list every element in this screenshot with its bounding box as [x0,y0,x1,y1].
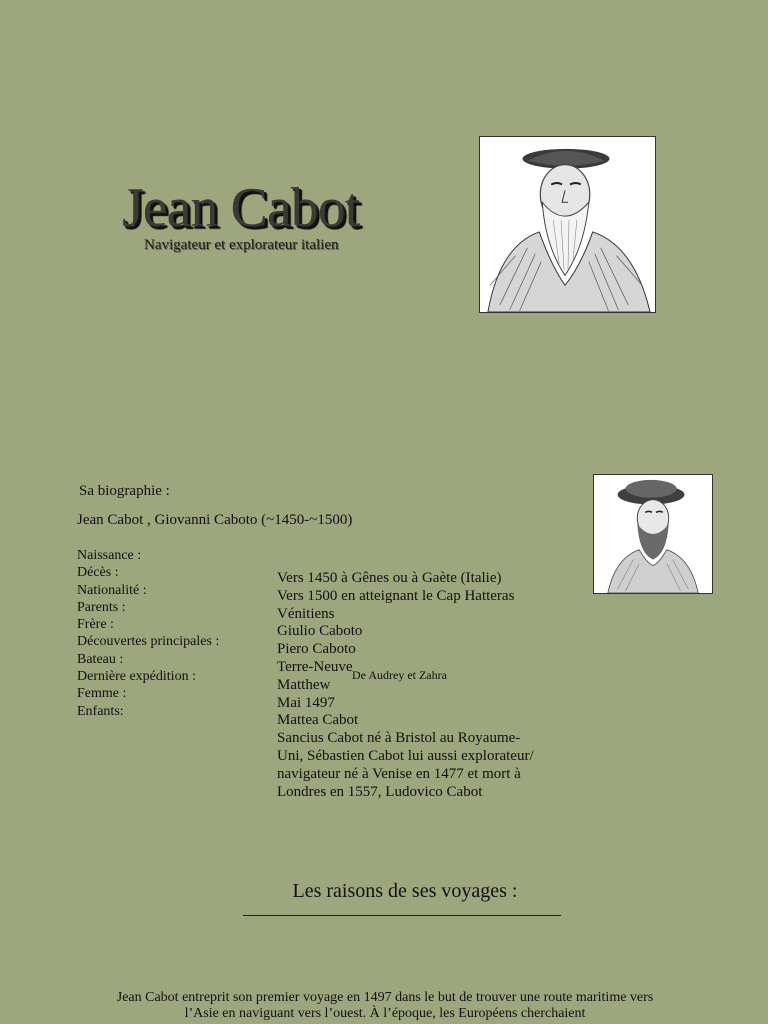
biography-values [277,570,537,801]
heading-underline-divider [243,915,561,916]
engraved-portrait-icon [594,475,712,593]
value-enfants: Sancius Cabot né à Bristol au Royaume-Uni, Sébastien Cabot lui aussi explorateur/ navigateur né à Venise en 1477 et mort à Londres en 1557, Ludovico Cabot [277,730,534,800]
label-parents: Parents : [77,599,126,615]
page-subtitle: Navigateur et explorateur italien [144,237,339,253]
label-femme: Femme : [77,686,127,702]
value-frere: Piero Caboto [277,641,356,658]
biography-name-line: Jean Cabot , Giovanni Caboto (~1450-~1500) [77,512,353,528]
value-femme: Mattea Cabot [277,712,359,729]
value-nationalite: Vénitiens [277,605,335,622]
biography-labels [77,547,267,720]
engraved-portrait-icon [480,137,655,312]
label-derniere-expedition: Dernière expédition : [77,669,196,685]
value-parents: Giulio Caboto [277,623,363,640]
portrait-small-image [593,474,713,594]
reasons-heading: Les raisons de ses voyages : [292,880,518,902]
label-nationalite: Nationalité : [77,582,147,598]
value-decouvertes: Terre-Neuve [277,658,353,675]
biography-heading: Sa biographie : [79,483,170,499]
portrait-main-image [479,136,656,313]
label-bateau: Bateau : [77,651,124,667]
value-naissance: Vers 1450 à Gênes ou à Gaète (Italie) [277,570,502,586]
label-naissance: Naissance : [77,548,142,563]
label-deces: Décès : [77,565,119,581]
authors-credit: De Audrey et Zahra [352,668,447,682]
value-derniere-expedition: Mai 1497 [277,694,335,711]
label-enfants: Enfants: [77,703,124,719]
page-title: Jean Cabot [122,177,360,239]
value-deces: Vers 1500 en atteignant le Cap Hatteras [277,587,515,604]
label-decouvertes: Découvertes principales : [77,634,220,650]
reasons-paragraph: Jean Cabot entreprit son premier voyage en 1497 dans le but de trouver une route maritime vers l’Asie en naviguant vers l’ouest. À l’époque, les Européens cherchaient [116,990,654,1021]
label-frere: Frère : [77,617,114,633]
value-bateau: Matthew [277,676,331,693]
